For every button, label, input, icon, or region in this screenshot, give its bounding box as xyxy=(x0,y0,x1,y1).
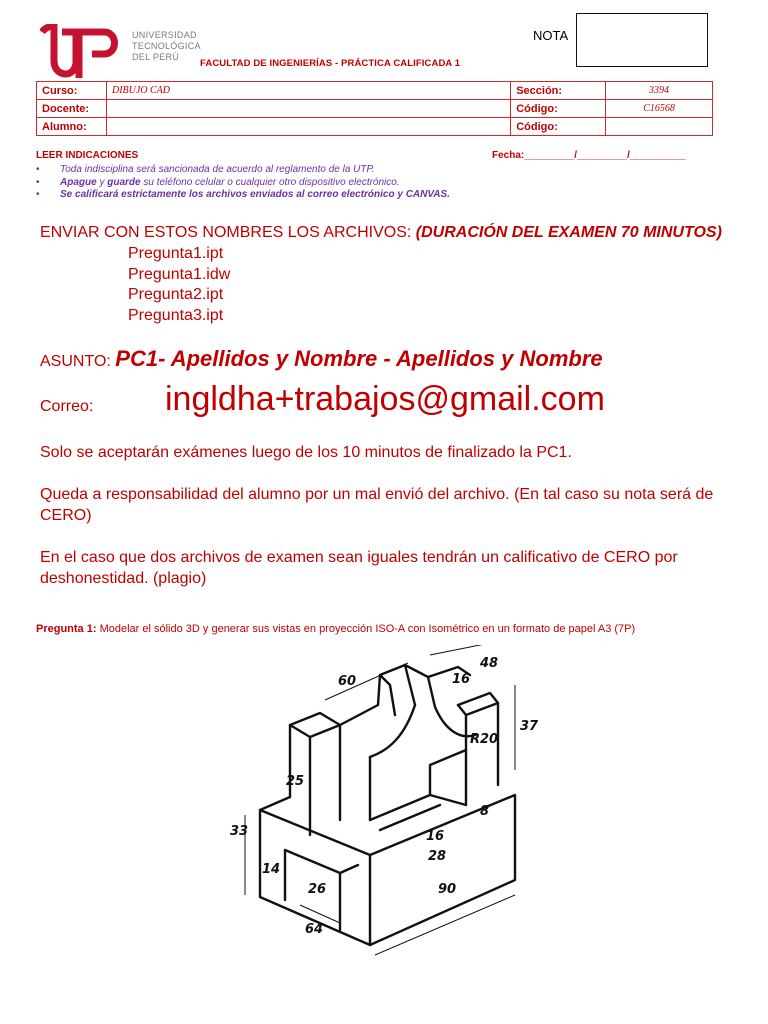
logo-line: UNIVERSIDAD xyxy=(132,30,197,40)
codigo2-label: Código: xyxy=(511,118,606,136)
codigo-value[interactable]: C16568 xyxy=(606,100,713,118)
file-name: Pregunta1.idw xyxy=(128,265,231,283)
fecha-field: Fecha:_________/_________/__________ xyxy=(492,150,686,161)
table-row xyxy=(37,82,713,100)
file-list xyxy=(128,244,230,326)
alumno-label: Alumno: xyxy=(37,118,107,136)
paragraph-responsibility: Queda a responsabilidad del alumno por un mal envió del archivo. (En tal caso su nota será de CERO) xyxy=(40,486,714,524)
curso-value[interactable]: DIBUJO CAD xyxy=(106,82,510,100)
subject-line xyxy=(40,346,603,372)
rule-text-bold: Apague xyxy=(60,176,97,188)
dimension-label: 48 xyxy=(480,656,499,671)
utp-logo xyxy=(40,24,201,80)
dimension-label: 37 xyxy=(520,719,539,734)
send-instructions xyxy=(40,224,722,242)
exam-duration: (DURACIÓN DEL EXAMEN 70 MINUTOS) xyxy=(415,224,722,241)
student-info-table xyxy=(36,81,713,136)
docente-label: Docente: xyxy=(37,100,107,118)
rule-text: su teléfono celular o cualquier otro dispositivo electrónico. xyxy=(140,176,400,188)
rule-text-bold: guarde xyxy=(107,176,141,188)
question-label: Pregunta 1: xyxy=(36,623,97,635)
nota-label: NOTA xyxy=(533,28,569,43)
rule-text: Toda indisciplina será sancionada de acuerdo al reglamento de la UTP. xyxy=(60,164,375,175)
alumno-value[interactable] xyxy=(106,118,510,136)
file-name: Pregunta3.ipt xyxy=(128,306,224,324)
dimension-label: 25 xyxy=(286,774,305,789)
paragraph-late-submission: Solo se aceptarán exámenes luego de los 10 minutos de finalizado la PC1. xyxy=(40,444,572,461)
dimension-label: 8 xyxy=(480,804,490,819)
codigo-label: Código: xyxy=(511,100,606,118)
list-item xyxy=(36,177,450,190)
seccion-label: Sección: xyxy=(511,82,606,100)
send-text: ENVIAR CON ESTOS NOMBRES LOS ARCHIVOS: xyxy=(40,224,416,241)
file-name: Pregunta2.ipt xyxy=(128,286,224,303)
dimension-label: 16 xyxy=(426,829,445,844)
table-row xyxy=(37,118,713,136)
dimension-label: 26 xyxy=(308,882,327,897)
faculty-title: FACULTAD DE INGENIERÍAS - PRÁCTICA CALIFICADA 1 xyxy=(200,58,461,69)
subject-label: ASUNTO: xyxy=(40,353,116,370)
logo-text xyxy=(132,30,201,63)
dimension-label: 33 xyxy=(230,824,249,839)
email-address[interactable]: ingldha+trabajos@gmail.com xyxy=(165,380,605,418)
dimension-label: 14 xyxy=(262,862,281,877)
logo-line: DEL PERÚ xyxy=(132,52,180,62)
leer-indicaciones: LEER INDICACIONES xyxy=(36,150,139,161)
nota-box[interactable] xyxy=(576,13,708,67)
rules-list xyxy=(36,164,450,202)
dimension-label: R20 xyxy=(470,732,499,747)
docente-value[interactable] xyxy=(106,100,510,118)
logo-line: TECNOLÓGICA xyxy=(132,41,201,51)
subject-value: PC1- Apellidos y Nombre - Apellidos y Nombre xyxy=(115,346,603,371)
dimension-label: 64 xyxy=(305,922,324,937)
rule-text: y xyxy=(96,176,108,188)
rule-text-bold: Se calificará estrictamente los archivos enviados al correo electrónico y CANVAS. xyxy=(60,189,450,200)
codigo2-value[interactable] xyxy=(606,118,713,136)
dimension-label: 90 xyxy=(438,882,457,897)
question-1 xyxy=(36,623,635,635)
question-text: Modelar el sólido 3D y generar sus vistas en proyección ISO-A con Isométrico en un formato de papel A3 (7P) xyxy=(96,623,636,635)
list-item xyxy=(36,164,450,177)
isometric-part-drawing xyxy=(230,645,560,965)
file-name: Pregunta1.ipt xyxy=(128,245,224,262)
dimension-label: 16 xyxy=(452,672,471,687)
paragraph-plagiarism: En el caso que dos archivos de examen sean iguales tendrán un calificativo de CERO por deshonestidad. (plagio) xyxy=(40,549,678,587)
dimension-label: 60 xyxy=(338,674,357,689)
dimension-label: 28 xyxy=(428,849,447,864)
curso-label: Curso: xyxy=(37,82,107,100)
utp-logo-mark xyxy=(40,24,120,80)
seccion-value[interactable]: 3394 xyxy=(606,82,713,100)
list-item xyxy=(36,189,450,202)
table-row xyxy=(37,100,713,118)
email-label: Correo: xyxy=(40,398,94,415)
